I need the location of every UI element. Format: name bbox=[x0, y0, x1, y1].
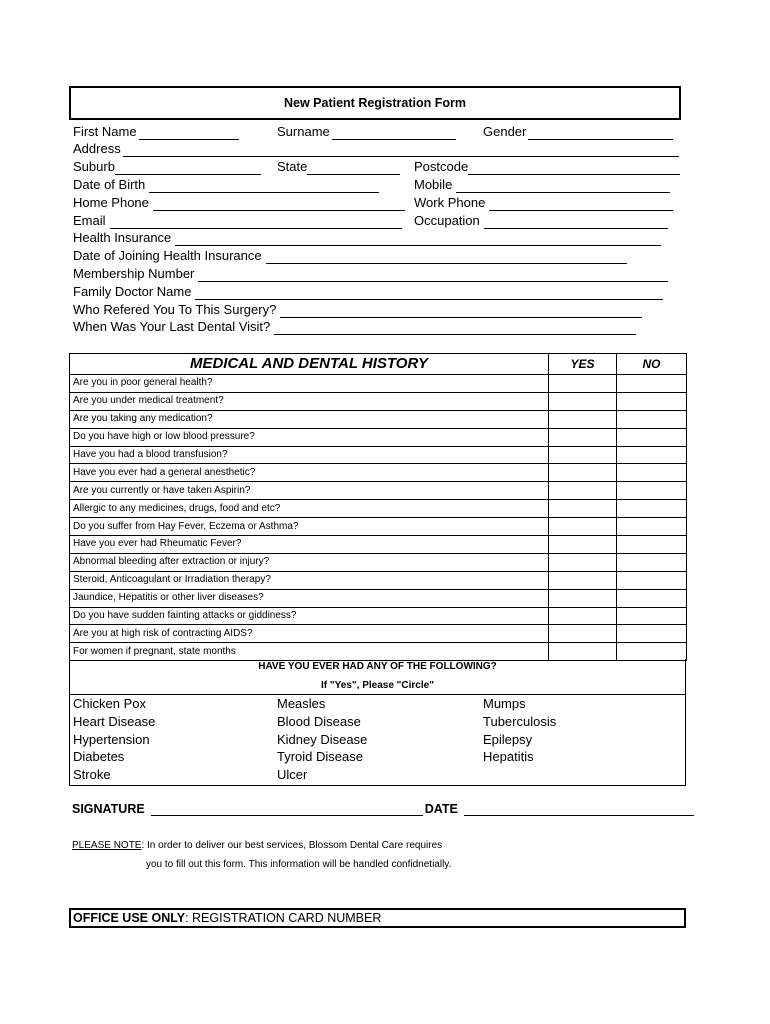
no-checkbox-cell[interactable] bbox=[617, 536, 687, 554]
history-question: Are you in poor general health? bbox=[70, 375, 549, 393]
referred-by-label: Who Refered You To This Surgery? bbox=[73, 302, 277, 317]
date-label: DATE bbox=[424, 802, 458, 816]
condition-item[interactable]: Hepatitis bbox=[483, 749, 534, 765]
conditions-box bbox=[69, 659, 686, 786]
history-row bbox=[70, 571, 687, 589]
no-checkbox-cell[interactable] bbox=[617, 553, 687, 571]
condition-item[interactable]: Chicken Pox bbox=[73, 696, 146, 711]
no-checkbox-cell[interactable] bbox=[617, 625, 687, 643]
work-phone-label: Work Phone bbox=[414, 195, 486, 210]
yes-checkbox-cell[interactable] bbox=[549, 625, 617, 643]
address-label: Address bbox=[73, 141, 121, 156]
condition-item[interactable]: Tuberculosis bbox=[483, 713, 557, 729]
no-checkbox-cell[interactable] bbox=[617, 392, 687, 410]
condition-item[interactable]: Stroke bbox=[73, 767, 111, 783]
work-phone-field[interactable] bbox=[414, 195, 673, 211]
office-use-label: OFFICE USE ONLY bbox=[73, 911, 186, 925]
history-question: Steroid, Anticoagulant or Irradiation therapy? bbox=[70, 571, 549, 589]
family-doctor-field[interactable] bbox=[73, 284, 663, 300]
gender-label: Gender bbox=[483, 124, 527, 139]
history-question: Do you have high or low blood pressure? bbox=[70, 428, 549, 446]
gender-field[interactable] bbox=[483, 124, 673, 140]
history-question: For women if pregnant, state months bbox=[70, 643, 549, 661]
state-field[interactable] bbox=[277, 159, 400, 175]
condition-item[interactable]: Measles bbox=[277, 696, 326, 711]
first-name-field[interactable] bbox=[73, 124, 239, 140]
no-checkbox-cell[interactable] bbox=[617, 482, 687, 500]
referred-by-field[interactable] bbox=[73, 302, 642, 318]
yes-checkbox-cell[interactable] bbox=[549, 446, 617, 464]
first-name-label: First Name bbox=[73, 124, 137, 139]
history-question: Are you under medical treatment? bbox=[70, 392, 549, 410]
history-row bbox=[70, 428, 687, 446]
surname-label: Surname bbox=[277, 124, 330, 139]
family-doctor-label: Family Doctor Name bbox=[73, 284, 192, 299]
last-dental-visit-label: When Was Your Last Dental Visit? bbox=[73, 319, 271, 334]
medical-history-table bbox=[69, 353, 687, 661]
date-of-birth-field[interactable] bbox=[73, 177, 379, 193]
no-checkbox-cell[interactable] bbox=[617, 518, 687, 536]
yes-checkbox-cell[interactable] bbox=[549, 375, 617, 393]
mobile-field[interactable] bbox=[414, 177, 670, 193]
history-question: Jaundice, Hepatitis or other liver diseases? bbox=[70, 589, 549, 607]
condition-item[interactable]: Mumps bbox=[483, 696, 526, 711]
history-question: Are you currently or have taken Aspirin? bbox=[70, 482, 549, 500]
signature-row bbox=[72, 802, 694, 816]
conditions-column-1 bbox=[73, 695, 155, 784]
history-question: Have you ever had Rheumatic Fever? bbox=[70, 536, 549, 554]
conditions-column-2 bbox=[277, 695, 367, 784]
yes-checkbox-cell[interactable] bbox=[549, 607, 617, 625]
signature-line[interactable] bbox=[151, 803, 423, 816]
history-question: Have you ever had a general anesthetic? bbox=[70, 464, 549, 482]
occupation-field[interactable] bbox=[414, 213, 668, 229]
yes-checkbox-cell[interactable] bbox=[549, 392, 617, 410]
yes-checkbox-cell[interactable] bbox=[549, 518, 617, 536]
condition-item[interactable]: Kidney Disease bbox=[277, 731, 368, 747]
suburb-field[interactable] bbox=[73, 159, 261, 175]
date-joining-insurance-label: Date of Joining Health Insurance bbox=[73, 248, 262, 263]
conditions-column-3 bbox=[483, 695, 556, 766]
no-checkbox-cell[interactable] bbox=[617, 410, 687, 428]
history-question: Allergic to any medicines, drugs, food and etc? bbox=[70, 500, 549, 518]
note-label: PLEASE NOTE bbox=[72, 840, 142, 851]
conditions-subheading: If "Yes", Please "Circle" bbox=[321, 680, 434, 691]
condition-item[interactable]: Tyroid Disease bbox=[277, 749, 363, 765]
history-row bbox=[70, 446, 687, 464]
conditions-heading: HAVE YOU EVER HAD ANY OF THE FOLLOWING? bbox=[258, 661, 497, 672]
surname-field[interactable] bbox=[277, 124, 456, 140]
postcode-field[interactable] bbox=[414, 159, 680, 175]
no-checkbox-cell[interactable] bbox=[617, 589, 687, 607]
history-question: Have you had a blood transfusion? bbox=[70, 446, 549, 464]
yes-checkbox-cell[interactable] bbox=[549, 482, 617, 500]
yes-column-header: YES bbox=[549, 354, 617, 375]
conditions-divider bbox=[69, 694, 686, 695]
form-title: New Patient Registration Form bbox=[69, 86, 681, 120]
no-checkbox-cell[interactable] bbox=[617, 464, 687, 482]
date-joining-insurance-field[interactable] bbox=[73, 248, 627, 264]
occupation-label: Occupation bbox=[414, 213, 480, 228]
yes-checkbox-cell[interactable] bbox=[549, 536, 617, 554]
date-line[interactable] bbox=[464, 803, 694, 816]
home-phone-label: Home Phone bbox=[73, 195, 149, 210]
history-row bbox=[70, 392, 687, 410]
mobile-label: Mobile bbox=[414, 177, 453, 192]
yes-checkbox-cell[interactable] bbox=[549, 571, 617, 589]
history-question: Do you have sudden fainting attacks or giddiness? bbox=[70, 607, 549, 625]
state-label: State bbox=[277, 159, 308, 174]
history-row bbox=[70, 553, 687, 571]
no-checkbox-cell[interactable] bbox=[617, 428, 687, 446]
history-row bbox=[70, 625, 687, 643]
postcode-label: Postcode bbox=[414, 159, 469, 174]
yes-checkbox-cell[interactable] bbox=[549, 553, 617, 571]
condition-item[interactable]: Epilepsy bbox=[483, 731, 533, 747]
condition-item[interactable]: Blood Disease bbox=[277, 713, 361, 729]
membership-number-label: Membership Number bbox=[73, 266, 195, 281]
home-phone-field[interactable] bbox=[73, 195, 405, 211]
email-field[interactable] bbox=[73, 213, 402, 229]
condition-item[interactable]: Ulcer bbox=[277, 767, 308, 783]
history-question: Abnormal bleeding after extraction or injury? bbox=[70, 553, 549, 571]
history-row bbox=[70, 518, 687, 536]
no-column-header: NO bbox=[617, 354, 687, 375]
no-checkbox-cell[interactable] bbox=[617, 446, 687, 464]
last-dental-visit-field[interactable] bbox=[73, 319, 636, 335]
office-use-text: : REGISTRATION CARD NUMBER bbox=[185, 911, 382, 925]
history-row bbox=[70, 375, 687, 393]
office-use-box bbox=[69, 908, 686, 928]
note-line-2: you to fill out this form. This information will be handled confidnetially. bbox=[146, 859, 452, 870]
condition-item[interactable]: Diabetes bbox=[73, 749, 125, 765]
no-checkbox-cell[interactable] bbox=[617, 500, 687, 518]
history-row bbox=[70, 410, 687, 428]
email-label: Email bbox=[73, 213, 106, 228]
yes-checkbox-cell[interactable] bbox=[549, 428, 617, 446]
history-row bbox=[70, 482, 687, 500]
yes-checkbox-cell[interactable] bbox=[549, 464, 617, 482]
history-row bbox=[70, 500, 687, 518]
yes-checkbox-cell[interactable] bbox=[549, 500, 617, 518]
history-row bbox=[70, 589, 687, 607]
no-checkbox-cell[interactable] bbox=[617, 375, 687, 393]
condition-item[interactable]: Heart Disease bbox=[73, 713, 156, 729]
note-line-1 bbox=[72, 840, 442, 851]
history-question: Do you suffer from Hay Fever, Eczema or Asthma? bbox=[70, 518, 549, 536]
suburb-label: Suburb bbox=[73, 159, 115, 174]
date-of-birth-label: Date of Birth bbox=[73, 177, 146, 192]
history-question: Are you at high risk of contracting AIDS? bbox=[70, 625, 549, 643]
note-text-1: : In order to deliver our best services, Blossom Dental Care requires bbox=[141, 840, 443, 851]
history-row bbox=[70, 536, 687, 554]
health-insurance-label: Health Insurance bbox=[73, 230, 172, 245]
membership-number-field[interactable] bbox=[73, 266, 668, 282]
history-title: MEDICAL AND DENTAL HISTORY bbox=[70, 354, 549, 375]
no-checkbox-cell[interactable] bbox=[617, 571, 687, 589]
yes-checkbox-cell[interactable] bbox=[549, 589, 617, 607]
history-row bbox=[70, 464, 687, 482]
condition-item[interactable]: Hypertension bbox=[73, 731, 150, 747]
history-row bbox=[70, 607, 687, 625]
signature-label: SIGNATURE bbox=[72, 802, 145, 816]
history-question: Are you taking any medication? bbox=[70, 410, 549, 428]
health-insurance-field[interactable] bbox=[73, 230, 661, 246]
yes-checkbox-cell[interactable] bbox=[549, 410, 617, 428]
no-checkbox-cell[interactable] bbox=[617, 607, 687, 625]
address-field[interactable] bbox=[73, 141, 679, 157]
